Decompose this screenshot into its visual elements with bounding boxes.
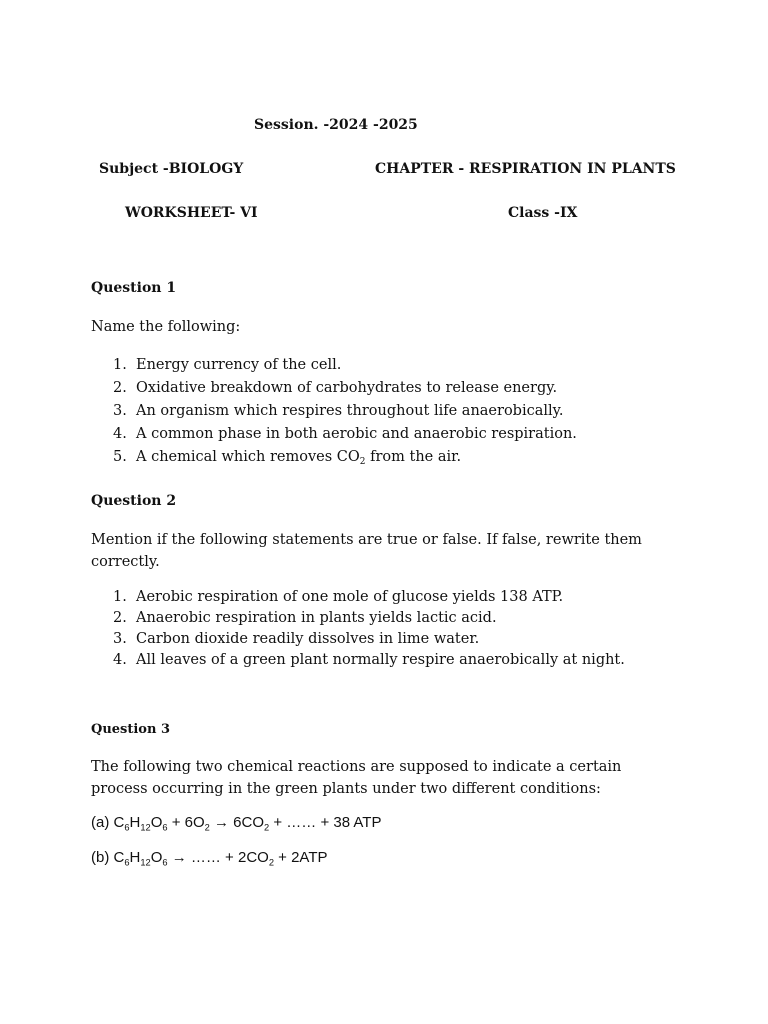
list-item-text: Aerobic respiration of one mole of glucose yields 138 ATP. bbox=[136, 589, 564, 605]
eq-text: + 2ATP bbox=[274, 849, 328, 866]
list-item bbox=[91, 650, 625, 671]
subscript: 2 bbox=[268, 857, 274, 868]
eq-text: O bbox=[150, 814, 163, 831]
subscript: 2 bbox=[204, 822, 210, 833]
list-item bbox=[91, 377, 577, 400]
text-part: from the air. bbox=[365, 449, 462, 465]
subscript: 6 bbox=[124, 822, 130, 833]
subscript: 12 bbox=[140, 857, 151, 868]
list-number: 4. bbox=[113, 652, 127, 668]
list-item bbox=[91, 587, 625, 608]
list-item bbox=[91, 629, 625, 650]
eq-text: (a) C bbox=[91, 814, 125, 831]
question-2-list bbox=[91, 587, 625, 671]
subscript: 2 bbox=[359, 457, 366, 468]
list-item bbox=[91, 354, 577, 377]
subscript: 12 bbox=[140, 822, 151, 833]
list-number: 4. bbox=[113, 426, 127, 442]
list-number: 3. bbox=[113, 631, 127, 647]
list-number: 2. bbox=[113, 610, 127, 626]
list-item-text: Anaerobic respiration in plants yields lactic acid. bbox=[136, 610, 497, 626]
list-number: 1. bbox=[113, 589, 127, 605]
class-heading: Class -IX bbox=[508, 205, 578, 221]
eq-text: → 6CO bbox=[209, 814, 265, 831]
list-item bbox=[91, 608, 625, 629]
list-item-text: Energy currency of the cell. bbox=[136, 357, 342, 373]
list-item-text: A common phase in both aerobic and anaerobic respiration. bbox=[136, 426, 577, 442]
list-item bbox=[91, 423, 577, 446]
question-2-title: Question 2 bbox=[91, 493, 177, 509]
worksheet-heading: WORKSHEET- VI bbox=[125, 205, 258, 221]
equation-b bbox=[91, 849, 328, 866]
subject-heading: Subject -BIOLOGY bbox=[99, 161, 244, 177]
question-1-list bbox=[91, 354, 577, 469]
eq-text: O bbox=[150, 849, 163, 866]
subscript: 6 bbox=[162, 857, 168, 868]
list-item bbox=[91, 400, 577, 423]
list-number: 1. bbox=[113, 357, 127, 373]
eq-text: H bbox=[129, 849, 141, 866]
list-number: 5. bbox=[113, 449, 127, 465]
eq-text: + 6O bbox=[167, 814, 205, 831]
list-number: 2. bbox=[113, 380, 127, 396]
list-item bbox=[91, 446, 577, 469]
eq-text: → …… + 2CO bbox=[167, 849, 269, 866]
list-item-text: All leaves of a green plant normally respire anaerobically at night. bbox=[136, 652, 625, 668]
eq-text: (b) C bbox=[91, 849, 125, 866]
subscript: 6 bbox=[162, 822, 168, 833]
list-item-text: Oxidative breakdown of carbohydrates to release energy. bbox=[136, 380, 558, 396]
question-2-prompt: Mention if the following statements are true or false. If false, rewrite them correctly. bbox=[91, 532, 642, 570]
equation-a bbox=[91, 814, 381, 831]
session-heading: Session. -2024 -2025 bbox=[254, 117, 418, 133]
chapter-heading: CHAPTER - RESPIRATION IN PLANTS bbox=[375, 161, 676, 177]
list-item-text: An organism which respires throughout life anaerobically. bbox=[136, 403, 564, 419]
list-number: 3. bbox=[113, 403, 127, 419]
eq-text: + …… + 38 ATP bbox=[269, 814, 382, 831]
eq-text: H bbox=[129, 814, 141, 831]
question-1-title: Question 1 bbox=[91, 280, 177, 296]
list-item-text: Carbon dioxide readily dissolves in lime water. bbox=[136, 631, 480, 647]
text-part: A chemical which removes CO bbox=[136, 449, 360, 465]
list-item-text bbox=[136, 449, 462, 468]
question-3-prompt: The following two chemical reactions are supposed to indicate a certain process occurring in the green plants under two different conditions: bbox=[91, 759, 622, 797]
question-3-title: Question 3 bbox=[91, 722, 171, 737]
subscript: 6 bbox=[124, 857, 130, 868]
subscript: 2 bbox=[264, 822, 270, 833]
question-1-prompt: Name the following: bbox=[91, 319, 241, 335]
